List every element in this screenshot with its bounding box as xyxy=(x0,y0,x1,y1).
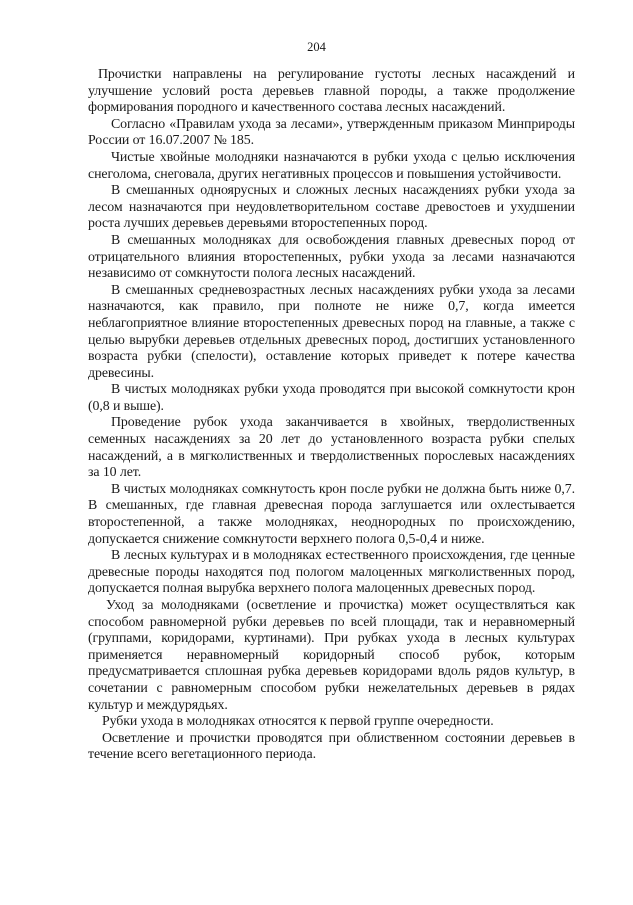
page-number: 204 xyxy=(307,40,326,54)
paragraph: Проведение рубок ухода заканчивается в хвойных, твердолиственных семенных насаждениях за 20 лет до установленного возраста рубки спелых насаждений, а в мягколиственных и твердолиственных порослевых насаждениях за 10 лет. xyxy=(88,415,575,481)
paragraph: Уход за молодняками (осветление и прочистка) может осуществляться как способом равномерной рубки деревьев по всей площади, так и неравномерный (группами, коридорами, куртинами). При рубках ухода в лесных культурах применяется неравномерный коридорный способ рубок, которым предусматривается сплошная рубка деревьев коридорами вдоль рядов культур, в сочетании с равномерным способом рубки нежелательных деревьев в рядах культур и междурядьях. xyxy=(88,598,575,713)
paragraph: В чистых молодняках сомкнутость крон после рубки не должна быть ниже 0,7. В смешанных, где главная древесная порода заглушается или охлестывается второстепенной, а также молодняках, неоднородных по происхождению, допускается снижение сомкнутости верхнего полога 0,5-0,4 и ниже. xyxy=(88,481,575,547)
paragraph: Прочистки направлены на регулирование густоты лесных насаждений и улучшение условий роста деревьев главной породы, а также продолжение формирования породного и качественного состава лесных насаждений. xyxy=(88,67,575,116)
paragraph: В смешанных молодняках для освобождения главных древесных пород от отрицательного влияния второстепенных, рубки ухода за лесами назначаются независимо от сомкнутости полога лесных насаждений. xyxy=(88,232,575,282)
paragraph: В смешанных средневозрастных лесных насаждениях рубки ухода за лесами назначаются, как правило, при полноте не ниже 0,7, когда имеется неблагоприятное влияние второстепенных древесных пород на главные, а также с целью вырубки деревьев отдельных древесных пород, достигших установленного возраста рубки (спелости), оставление которых приведет к потере качества древесины. xyxy=(88,282,575,381)
paragraph: Осветление и прочистки проводятся при облиственном состоянии деревьев в течение всего вегетационного периода. xyxy=(88,730,575,763)
paragraph: Чистые хвойные молодняки назначаются в рубки ухода с целью исключения снеголома, снеговала, других негативных процессов и повышения устойчивости. xyxy=(88,149,575,182)
body-text xyxy=(88,67,575,764)
paragraph: В лесных культурах и в молодняках естественного происхождения, где ценные древесные породы находятся под пологом малоценных мягколиственных пород, допускается полная вырубка верхнего полога малоценных древесных пород. xyxy=(88,548,575,597)
paragraph: Рубки ухода в молодняках относятся к первой группе очередности. xyxy=(102,714,494,730)
paragraph: В смешанных одноярусных и сложных лесных насаждениях рубки ухода за лесом назначаются при неудовлетворительном составе древостоев и ухудшении роста лучших деревьев деревьями второстепенных пород. xyxy=(88,183,575,232)
paragraph: Согласно «Правилам ухода за лесами», утвержденным приказом Минприроды России от 16.07.2007 № 185. xyxy=(88,116,575,149)
paragraph: В чистых молодняках рубки ухода проводятся при высокой сомкнутости крон (0,8 и выше). xyxy=(88,382,575,414)
